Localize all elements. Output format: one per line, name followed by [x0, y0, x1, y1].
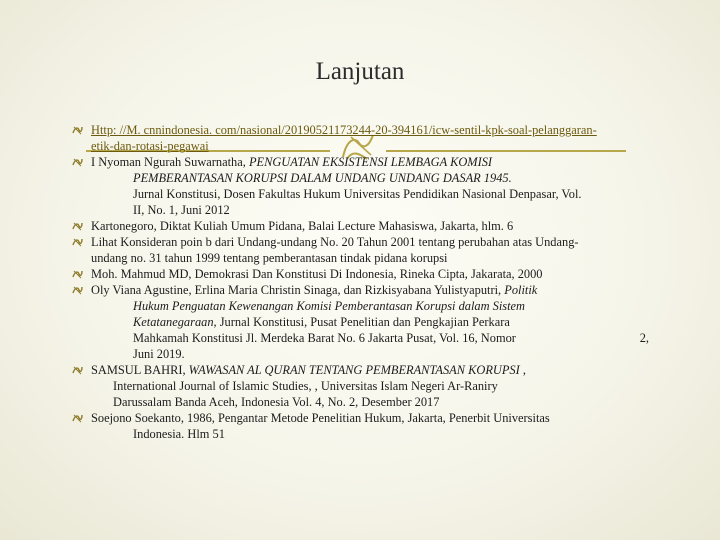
ornamental-bullet-icon — [72, 157, 83, 167]
reference-text: Lihat Konsideran poin b dari Undang-undang No. 20 Tahun 2001 tentang perubahan atas Undang- — [91, 235, 579, 249]
reference-link[interactable]: Http: //M. cnnindonesia. com/nasional/20190521173244-20-394161/icw-sentil-kpk-soal-pelanggaran- — [91, 123, 597, 137]
reference-item — [72, 218, 662, 234]
reference-text-continued: Indonesia. Hlm 51 — [133, 427, 225, 441]
reference-item — [72, 266, 662, 282]
reference-text: Moh. Mahmud MD, Demokrasi Dan Konstitusi Di Indonesia, Rineka Cipta, Jakarata, 2000 — [91, 267, 543, 281]
reference-publication: International Journal of Islamic Studies, , Universitas Islam Negeri Ar-Raniry — [113, 379, 498, 393]
reference-title-continued: PEMBERANTASAN KORUPSI DALAM UNDANG UNDANG DASAR 1945. — [133, 171, 512, 185]
reference-publication-continued: Mahkamah Konstitusi Jl. Merdeka Barat No. 6 Jakarta Pusat, Vol. 16, Nomor — [133, 331, 516, 345]
reference-issue-number: 2, — [639, 331, 649, 345]
reference-item — [72, 410, 662, 442]
reference-title-punct: , — [519, 363, 526, 377]
reference-title-end: Ketatanegaraan, — [133, 315, 217, 329]
ornamental-bullet-icon — [72, 125, 83, 135]
ornamental-bullet-icon — [72, 237, 83, 247]
reference-author: SAMSUL BAHRI, — [91, 363, 189, 377]
reference-link-continued[interactable]: etik-dan-rotasi-pegawai — [91, 139, 209, 153]
reference-item — [72, 362, 662, 410]
reference-item — [72, 282, 662, 362]
reference-item — [72, 122, 662, 154]
reference-publication: Jurnal Konstitusi, Pusat Penelitian dan Pengkajian Perkara — [216, 315, 510, 329]
reference-publication: Jurnal Konstitusi, Dosen Fakultas Hukum Universitas Pendidikan Nasional Denpasar, Vol. — [133, 187, 582, 201]
ornamental-bullet-icon — [72, 269, 83, 279]
reference-title: Politik — [504, 283, 538, 297]
ornamental-bullet-icon — [72, 413, 83, 423]
reference-text-continued: undang no. 31 tahun 1999 tentang pemberantasan tindak pidana korupsi — [91, 251, 448, 265]
reference-date: Juni 2019. — [133, 347, 185, 361]
reference-item — [72, 154, 662, 218]
ornamental-bullet-icon — [72, 285, 83, 295]
reference-title: PENGUATAN EKSISTENSI LEMBAGA KOMISI — [248, 155, 493, 169]
ornamental-bullet-icon — [72, 221, 83, 231]
reference-author: Oly Viana Agustine, Erlina Maria Christin Sinaga, dan Rizkisyabana Yulistyaputri, — [91, 283, 505, 297]
reference-list — [72, 122, 662, 442]
reference-title: WAWASAN AL QURAN TENTANG PEMBERANTASAN KORUPSI — [188, 363, 520, 377]
ornamental-bullet-icon — [72, 365, 83, 375]
reference-author: I Nyoman Ngurah Suwarnatha, — [91, 155, 249, 169]
reference-item — [72, 234, 662, 266]
reference-publication-continued: Darussalam Banda Aceh, Indonesia Vol. 4, No. 2, Desember 2017 — [113, 395, 440, 409]
reference-text: Soejono Soekanto, 1986, Pengantar Metode Penelitian Hukum, Jakarta, Penerbit Universitas — [91, 411, 550, 425]
slide-title: Lanjutan — [315, 58, 405, 85]
reference-text: Kartonegoro, Diktat Kuliah Umum Pidana, Balai Lecture Mahasiswa, Jakarta, hlm. 6 — [91, 219, 514, 233]
reference-publication-continued: II, No. 1, Juni 2012 — [133, 203, 230, 217]
reference-title-continued: Hukum Penguatan Kewenangan Komisi Pemberantasan Korupsi dalam Sistem — [133, 299, 526, 313]
